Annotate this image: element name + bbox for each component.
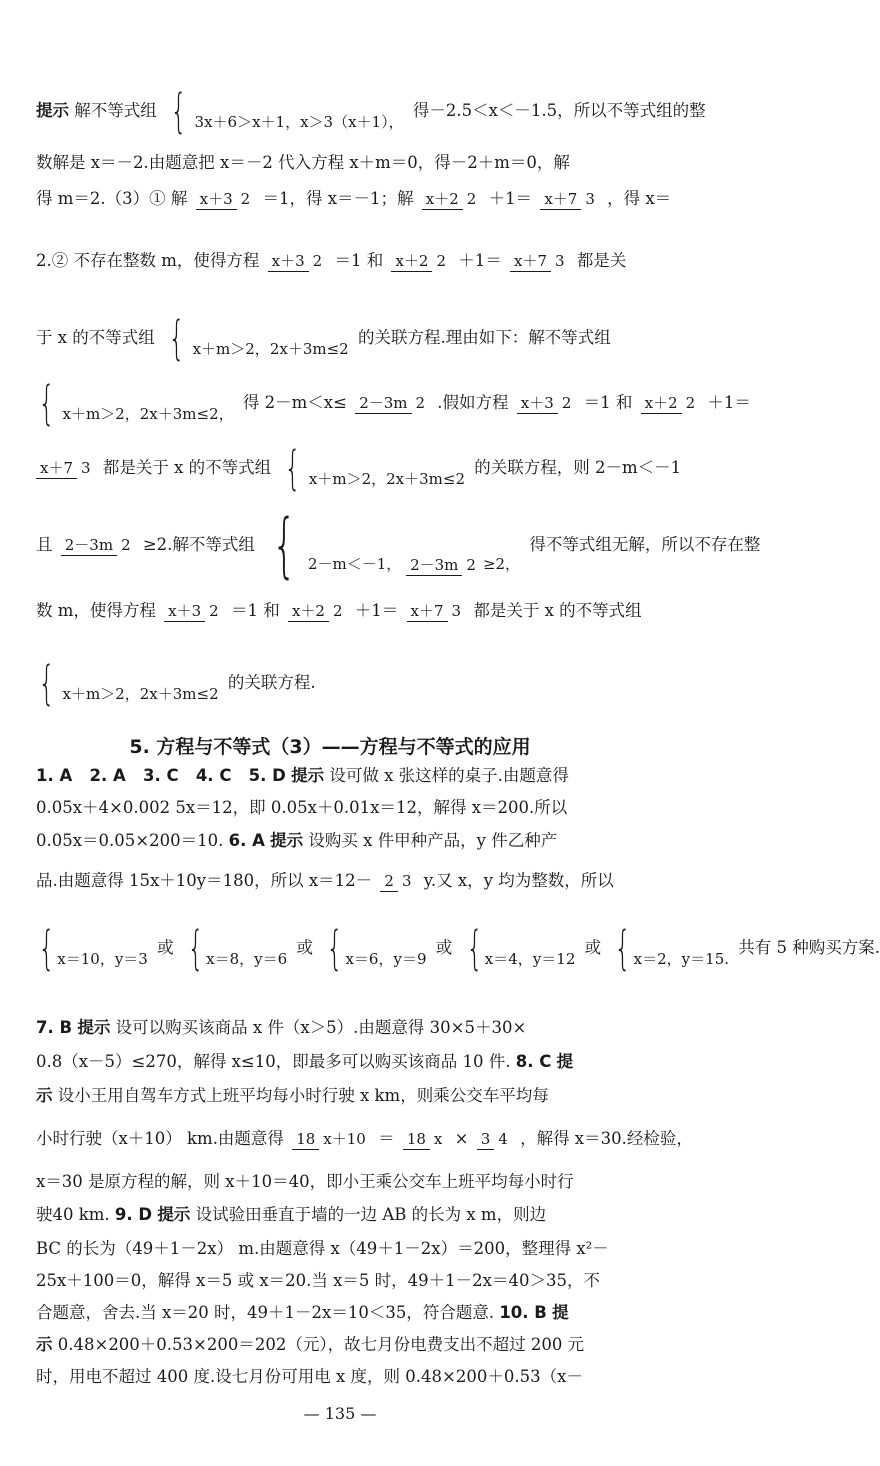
answer-line-15 — [36, 1334, 619, 1356]
fraction — [36, 458, 95, 479]
text-fragment: 得－2.5＜x＜－1.5，所以不等式组的整 — [412, 100, 706, 120]
text-fragment: ＝1 和 — [583, 392, 633, 412]
answer-line-16 — [36, 1366, 619, 1388]
question-number: 7. B — [36, 1018, 73, 1037]
text-fragment: 得 2－m＜x≤ — [242, 392, 347, 412]
numerator: 2－3m — [406, 555, 462, 576]
system-row: x＞3（x＋1）， — [300, 113, 404, 131]
denominator: 2 — [121, 535, 131, 554]
inequality-system: { 2－m＜－1， 2－3m 2 ≥2， — [272, 504, 521, 586]
fraction — [288, 601, 347, 622]
text-fragment: 得不等式组无解，所以不存在整 — [529, 534, 761, 554]
answer-line-3 — [36, 830, 619, 852]
text-fragment: ＝ — [378, 1129, 395, 1148]
text-fragment: .假如方程 — [437, 392, 509, 412]
answer-line-13 — [36, 1270, 619, 1292]
numerator: 2 — [380, 871, 398, 892]
text-fragment: 的关联方程.理由如下：解不等式组 — [357, 327, 611, 347]
text-line-9 — [36, 600, 642, 622]
text-fragment: 合题意，舍去.当 x＝20 时，49＋1－2x＝10＜35，符合题意. — [36, 1303, 495, 1322]
text-fragment: 的关联方程，则 2－m＜－1 — [474, 457, 682, 477]
fraction — [403, 1129, 447, 1150]
hint-label: 提示 — [36, 100, 69, 120]
system-row: x＝2， — [633, 950, 682, 968]
denominator: 2 — [415, 393, 426, 412]
denominator: x＋10 — [323, 1130, 366, 1148]
system-row: 2－m＜－1， — [307, 555, 402, 573]
system-row: x＋m＞2， — [62, 685, 140, 703]
fraction — [268, 251, 327, 272]
system-row: y＝15. — [681, 950, 730, 968]
denominator: 2 — [332, 602, 343, 620]
denominator: 2 — [466, 555, 476, 574]
text-fragment: 于 x 的不等式组 — [36, 327, 155, 347]
system-row: x＋m＞2， — [308, 470, 387, 488]
solution-pair: { x＝8，y＝6 — [187, 921, 288, 975]
denominator: 2 — [240, 190, 251, 208]
inequality-system: { x＋m＞2，2x＋3m≤2 — [284, 441, 466, 495]
fraction — [380, 871, 415, 892]
system-row: 2x＋3m≤2 — [139, 685, 219, 703]
fraction — [422, 189, 481, 210]
system-row: y＝9 — [393, 950, 427, 968]
inequality-system: { x＋m＞2，2x＋3m≤2 — [38, 656, 219, 710]
text-fragment: x＝30 是原方程的解，则 x＋10＝40，即小王乘公交车上班平均每小时行 — [36, 1172, 574, 1191]
numerator: x＋2 — [391, 251, 432, 272]
denominator: 2 — [466, 190, 477, 208]
numerator: x＋3 — [164, 601, 205, 622]
denominator: 4 — [498, 1130, 508, 1148]
system-row: x＋m＞2， — [192, 340, 270, 358]
text-fragment: 都是关于 x 的不等式组 — [473, 601, 642, 620]
question-number: 8. C — [515, 1052, 552, 1071]
text-fragment: ＝1 和 — [334, 251, 384, 270]
denominator: 3 — [451, 602, 462, 620]
numerator: x＋3 — [517, 393, 558, 414]
text-line-5 — [36, 311, 619, 365]
fraction — [61, 535, 135, 556]
fraction — [477, 1129, 512, 1150]
system-row: x＝6， — [345, 950, 394, 968]
question-number: 6. A — [228, 831, 265, 850]
text-fragment: 数 m，使得方程 — [36, 601, 156, 620]
text-line-4 — [36, 250, 627, 272]
text-fragment: 设小王用自驾车方式上班平均每小时行驶 x km，则乘公交车平均每 — [57, 1086, 549, 1105]
numerator: x＋7 — [36, 458, 77, 479]
text-line-10 — [36, 656, 619, 710]
text-fragment: ，得 x＝ — [607, 189, 672, 208]
text-fragment: 或 — [584, 937, 602, 957]
text-fragment: y.又 x，y 均为整数，所以 — [423, 871, 614, 890]
system-row: 2x＋3m≤2 — [269, 340, 349, 358]
numerator: 18 — [403, 1129, 430, 1150]
text-fragment: × — [454, 1129, 469, 1148]
page-number: — 135 — — [303, 1404, 377, 1423]
numerator: x＋2 — [641, 393, 682, 414]
answer-line-14 — [36, 1302, 619, 1324]
numerator: x＋7 — [407, 601, 448, 622]
denominator: 2 — [685, 393, 696, 412]
text-fragment: 2.② 不存在整数 m，使得方程 — [36, 251, 260, 270]
text-line-3 — [36, 188, 672, 210]
inequality-system: { x＋m＞2，2x＋3m≤2 — [168, 311, 349, 365]
text-fragment: ≥2， — [482, 555, 521, 573]
text-fragment: 或 — [296, 937, 313, 957]
denominator: 3 — [81, 458, 91, 477]
text-line-7 — [36, 441, 682, 495]
text-fragment: ＝1，得 x＝－1；解 — [262, 189, 414, 208]
system-row: y＝12 — [532, 950, 576, 968]
text-fragment: 或 — [435, 937, 453, 957]
text-fragment: 得 m＝2.（3）① 解 — [36, 189, 188, 208]
text-fragment: 或 — [157, 937, 174, 957]
solution-pair: { x＝4，y＝12 — [466, 921, 576, 975]
solution-pair: { x＝2，y＝15. — [614, 921, 730, 975]
answer-line-5 — [36, 921, 880, 975]
denominator: 2 — [312, 252, 323, 270]
question-number: 9. D — [114, 1205, 153, 1224]
numerator: x＋2 — [288, 601, 329, 622]
text-fragment: 且 — [36, 534, 53, 554]
denominator: 2 — [436, 252, 447, 270]
text-fragment: 的关联方程. — [227, 672, 316, 692]
hint-label: 提 — [552, 1303, 569, 1322]
answer-line-6 — [36, 1017, 619, 1039]
fraction — [540, 189, 599, 210]
answer-line-1 — [36, 765, 619, 787]
numerator: 3 — [477, 1129, 495, 1150]
answer-line-2 — [36, 797, 619, 819]
system-row: x＝8， — [206, 950, 255, 968]
numerator: x＋7 — [510, 251, 551, 272]
system-row: 2x＋3m≤2， — [139, 405, 234, 423]
fraction — [355, 393, 429, 414]
system-row: x＝10， — [57, 950, 115, 968]
text-fragment: 小时行驶（x＋10） km.由题意得 — [36, 1129, 284, 1148]
text-fragment: ＋1＝ — [458, 251, 502, 270]
answer-line-8 — [36, 1085, 619, 1107]
text-line-2 — [36, 152, 619, 174]
text-fragment: 设可做 x 张这样的桌子.由题意得 — [329, 766, 569, 785]
section-title: 5. 方程与不等式（3）——方程与不等式的应用 — [129, 736, 531, 758]
fraction — [517, 393, 576, 414]
text-fragment: 时，用电不超过 400 度.设七月份可用电 x 度，则 0.48×200＋0.53（x－ — [36, 1367, 583, 1386]
fraction — [292, 1129, 370, 1150]
text-fragment: 解不等式组 — [74, 100, 157, 120]
numerator: x＋2 — [422, 189, 463, 210]
text-fragment: ＋1＝ — [707, 392, 751, 412]
solution-pair: { x＝10，y＝3 — [38, 921, 148, 975]
hint-label: 示 — [36, 1086, 53, 1105]
system-row — [406, 552, 520, 576]
hint-label: 提示 — [157, 1205, 191, 1224]
denominator: 3 — [555, 252, 565, 270]
text-fragment: 数解是 x＝－2.由题意把 x＝－2 代入方程 x＋m＝0，得－2＋m＝0，解 — [36, 153, 570, 172]
inequality-system: { 3x＋6＞x＋1，x＞3（x＋1）， — [170, 84, 404, 138]
numerator: x＋3 — [196, 189, 237, 210]
fraction — [196, 189, 255, 210]
answer-line-12 — [36, 1238, 619, 1260]
denominator: 2 — [209, 602, 219, 620]
answer-line-9 — [36, 1128, 693, 1150]
fraction — [164, 601, 223, 622]
question-number: 10. B — [499, 1303, 547, 1322]
text-fragment: ＝1 和 — [230, 601, 280, 620]
system-row: 3x＋6＞x＋1， — [194, 113, 301, 131]
text-fragment: ＋1＝ — [488, 189, 533, 208]
hint-label: 提示 — [291, 766, 325, 785]
numerator: x＋3 — [268, 251, 309, 272]
text-line-6 — [36, 376, 751, 430]
system-row: 2x＋3m≤2 — [386, 470, 466, 488]
text-fragment: 25x＋100＝0，解得 x＝5 或 x＝20.当 x＝5 时，49＋1－2x＝40＞35，不 — [36, 1271, 600, 1290]
text-fragment: 设购买 x 件甲种产品，y 件乙种产 — [308, 831, 558, 850]
system-row: y＝6 — [254, 950, 288, 968]
hint-label: 提示 — [270, 831, 304, 850]
answer-numbers: 1. A 2. A 3. C 4. C 5. D — [36, 766, 286, 785]
denominator: x — [433, 1130, 443, 1148]
text-line-1 — [36, 84, 706, 138]
denominator: 2 — [561, 393, 572, 412]
text-fragment: 0.8（x－5）≤270，解得 x≤10，即最多可以购买该商品 10 件. — [36, 1052, 511, 1071]
numerator: 18 — [292, 1129, 319, 1150]
inequality-system: { x＋m＞2，2x＋3m≤2， — [38, 376, 234, 430]
text-fragment: 设试验田垂直于墙的一边 AB 的长为 x m，则边 — [195, 1205, 547, 1224]
fraction — [510, 251, 569, 272]
text-fragment: 设可以购买该商品 x 件（x＞5）.由题意得 30×5＋30× — [115, 1018, 527, 1037]
text-fragment: ≥2.解不等式组 — [142, 534, 255, 554]
hint-label: 提 — [556, 1052, 574, 1071]
answer-line-10 — [36, 1171, 619, 1193]
text-fragment: 品.由题意得 15x＋10y＝180，所以 x＝12－ — [36, 871, 373, 890]
system-row: x＋m＞2， — [62, 405, 140, 423]
fraction — [406, 555, 480, 576]
text-fragment: 驶40 km. — [36, 1205, 110, 1224]
fraction — [407, 601, 466, 622]
text-fragment: 0.48×200＋0.53×200＝202（元），故七月份电费支出不超过 200 元 — [57, 1335, 585, 1354]
hint-label: 提示 — [77, 1018, 111, 1037]
text-fragment: BC 的长为（49＋1－2x） m.由题意得 x（49＋1－2x）＝200，整理得 x²－ — [36, 1239, 609, 1258]
text-line-8 — [36, 504, 761, 586]
numerator: 2－3m — [355, 393, 411, 414]
text-fragment: 0.05x＝0.05×200＝10. — [36, 831, 224, 850]
text-fragment: 都是关于 x 的不等式组 — [102, 457, 272, 477]
system-row: x＝4， — [484, 950, 533, 968]
hint-label: 示 — [36, 1335, 53, 1354]
numerator: x＋7 — [540, 189, 581, 210]
numerator: 2－3m — [61, 535, 117, 556]
denominator: 3 — [585, 190, 595, 208]
text-fragment: ＋1＝ — [354, 601, 399, 620]
answer-line-4 — [36, 870, 619, 892]
fraction — [391, 251, 450, 272]
text-fragment: 都是关 — [576, 251, 627, 270]
denominator: 3 — [401, 872, 412, 890]
text-fragment: 共有 5 种购买方案. — [738, 937, 880, 957]
text-fragment: 0.05x＋4×0.002 5x＝12，即 0.05x＋0.01x＝12，解得 x＝200.所以 — [36, 798, 568, 817]
answer-line-7 — [36, 1051, 619, 1073]
fraction — [641, 393, 700, 414]
answer-line-11 — [36, 1204, 619, 1226]
solution-pair: { x＝6，y＝9 — [326, 921, 427, 975]
text-fragment: ，解得 x＝30.经检验， — [520, 1129, 693, 1148]
system-row: y＝3 — [114, 950, 148, 968]
